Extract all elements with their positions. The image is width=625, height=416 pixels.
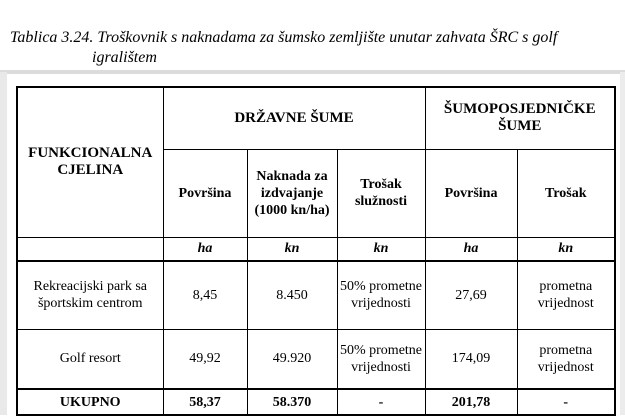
col-state-fee: Naknada za izdvajanje (1000 kn/ha) xyxy=(247,149,337,237)
header-row-groups xyxy=(17,87,615,149)
table-row xyxy=(17,329,615,389)
unit-state-area: ha xyxy=(163,237,247,261)
col-state-cost: Trošak služnosti xyxy=(337,149,425,237)
cell-state-fee: 49.920 xyxy=(247,329,337,389)
cell-state-cost: 50% prometne vrijednosti xyxy=(337,329,425,389)
total-private-cost: - xyxy=(517,389,615,415)
cost-table xyxy=(16,86,616,416)
total-state-cost: - xyxy=(337,389,425,415)
cell-state-area: 49,92 xyxy=(163,329,247,389)
caption-line-2: igralištem xyxy=(92,49,157,66)
header-state-forests: DRŽAVNE ŠUME xyxy=(163,87,425,149)
col-state-area: Površina xyxy=(163,149,247,237)
row-name: Rekreacijski park sa športskim centrom xyxy=(17,261,163,329)
cell-state-cost: 50% prometne vrijednosti xyxy=(337,261,425,329)
header-functional-unit: FUNKCIONALNA CJELINA xyxy=(17,87,163,237)
unit-state-cost: kn xyxy=(337,237,425,261)
total-private-area: 201,78 xyxy=(425,389,517,415)
row-name: Golf resort xyxy=(17,329,163,389)
unit-private-cost: kn xyxy=(517,237,615,261)
cell-private-cost: prometna vrijednost xyxy=(517,261,615,329)
top-separator xyxy=(0,70,625,74)
total-label: UKUPNO xyxy=(17,389,163,415)
cell-state-area: 8,45 xyxy=(163,261,247,329)
header-private-forests: ŠUMOPOSJEDNIČKE ŠUME xyxy=(425,87,615,149)
table-caption xyxy=(10,28,620,68)
unit-private-area: ha xyxy=(425,237,517,261)
units-row xyxy=(17,237,615,261)
total-state-area: 58,37 xyxy=(163,389,247,415)
units-empty xyxy=(17,237,163,261)
col-private-cost: Trošak xyxy=(517,149,615,237)
total-row xyxy=(17,389,615,415)
cell-private-area: 174,09 xyxy=(425,329,517,389)
cell-state-fee: 8.450 xyxy=(247,261,337,329)
left-margin-bar xyxy=(0,72,7,415)
caption-line-1: Tablica 3.24. Troškovnik s naknadama za šumsko zemljište unutar zahvata ŠRC s golf xyxy=(10,29,558,46)
cell-private-area: 27,69 xyxy=(425,261,517,329)
table-row xyxy=(17,261,615,329)
col-private-area: Površina xyxy=(425,149,517,237)
total-state-fee: 58.370 xyxy=(247,389,337,415)
right-margin-bar xyxy=(620,72,625,415)
cell-private-cost: prometna vrijednost xyxy=(517,329,615,389)
unit-state-fee: kn xyxy=(247,237,337,261)
